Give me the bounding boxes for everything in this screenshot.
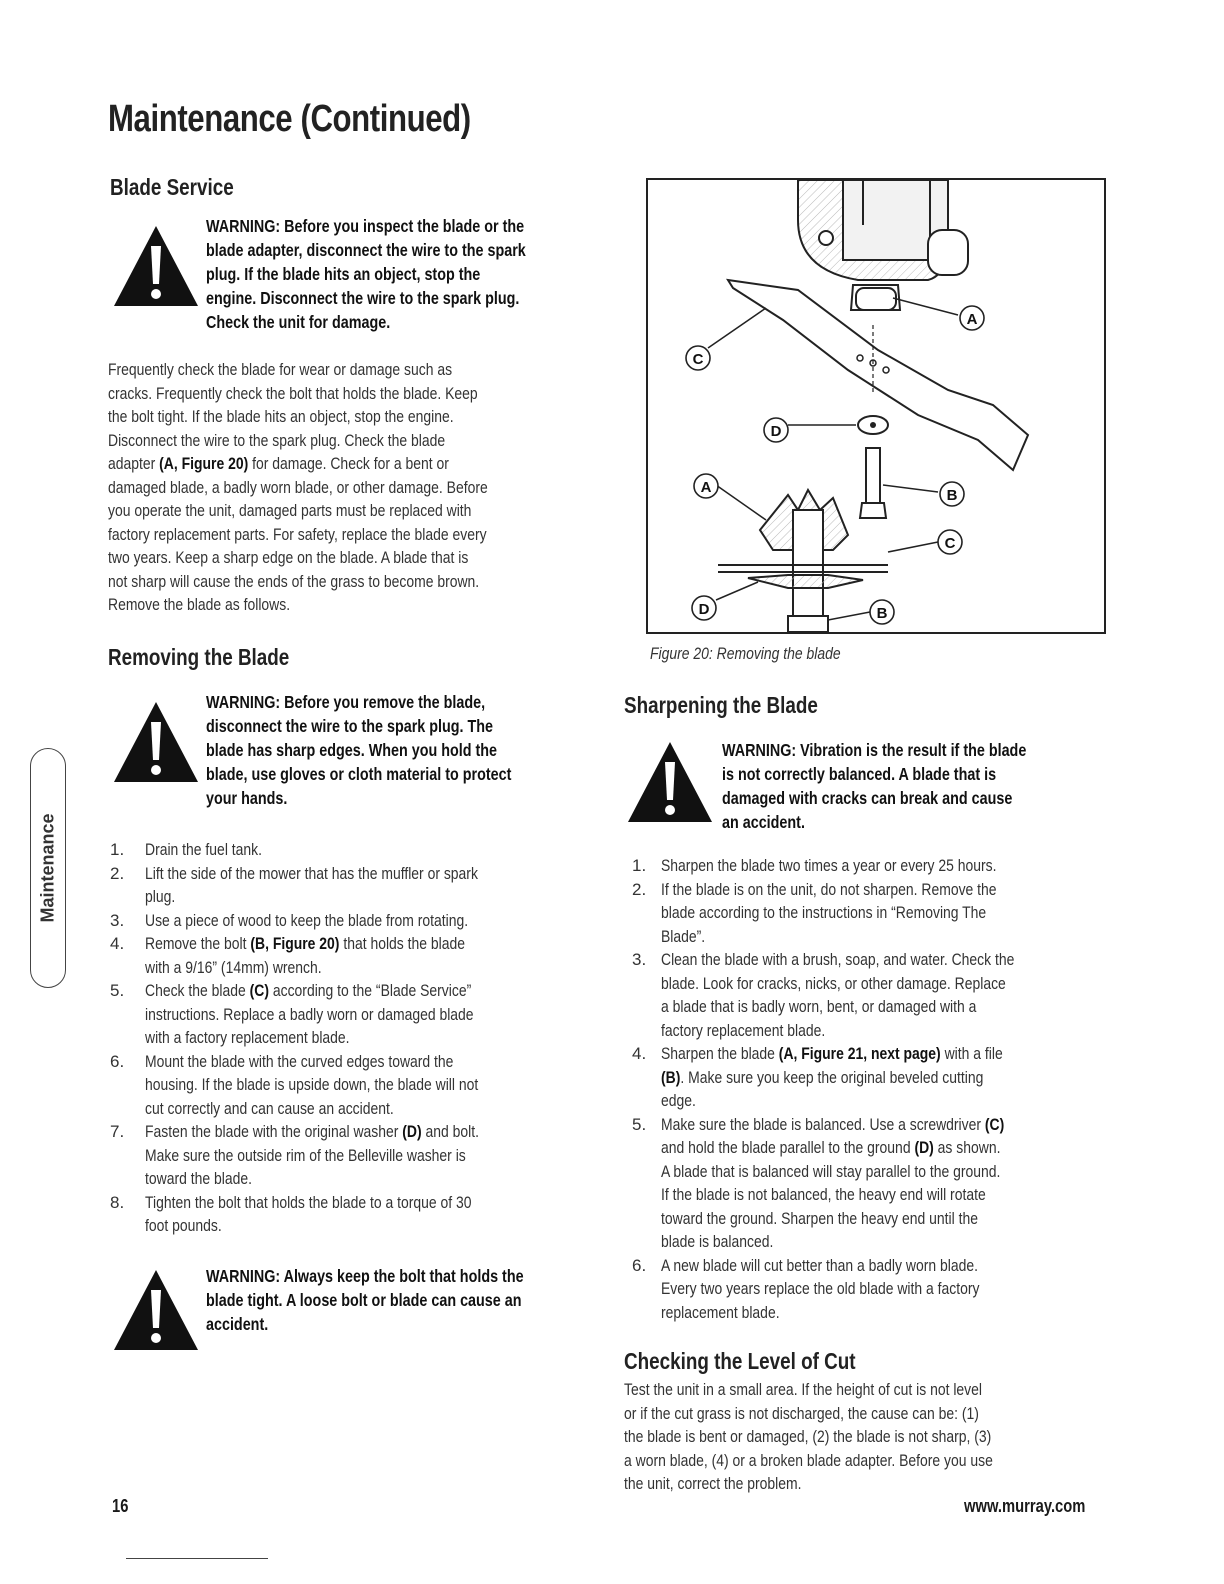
callout-A: A xyxy=(966,311,978,328)
list-item: 1. Sharpen the blade two times a year or every 25 hours. xyxy=(632,856,997,875)
blade-service-heading: Blade Service xyxy=(110,174,234,200)
list-item: 8. Tighten the bolt that holds the blade to a torque of 30 foot pounds. xyxy=(110,1192,472,1235)
page-number: 16 xyxy=(112,1496,129,1516)
level-of-cut-heading: Checking the Level of Cut xyxy=(624,1348,856,1374)
bolt-warning: WARNING: Always keep the bolt that holds the blade tight. A loose bolt or blade can cause an accident. xyxy=(112,1264,612,1352)
list-item: 4. Remove the bolt (B, Figure 20) that holds the blade with a 9/16” (14mm) wrench. xyxy=(110,934,466,977)
sharpening-warning: WARNING: Vibration is the result if the blade is not correctly balanced. A blade that is damaged with cracks can break and cause an accident. xyxy=(626,738,1116,834)
callout-B: B xyxy=(876,605,888,622)
warning-triangle-icon xyxy=(112,1268,200,1352)
list-item: 2. Lift the side of the mower that has the muffler or spark plug. xyxy=(110,863,478,906)
list-item: 3. Use a piece of wood to keep the blade from rotating. xyxy=(110,910,469,930)
callout-C: C xyxy=(944,535,956,552)
list-item: 7. Fasten the blade with the original washer (D) and bolt. Make sure the outside rim of the Belleville washer is toward the blade. xyxy=(110,1122,479,1188)
list-item: 5. Make sure the blade is balanced. Use a screwdriver (C) and hold the blade parallel to the ground (D) as shown. A blade that is balanced will stay parallel to the ground. If the blade is not balanced, the heavy end will rotate toward the ground. Sharpen the heavy end until the blade is balanced. xyxy=(632,1114,1005,1251)
list-item: 2. If the blade is on the unit, do not sharpen. Remove the blade according to the instructions in “Removing The Blade”. xyxy=(632,879,997,946)
removing-blade-steps xyxy=(110,838,610,1238)
callout-B: B xyxy=(946,487,958,504)
warning-triangle-icon xyxy=(112,700,200,784)
callout-A: A xyxy=(700,479,712,496)
removing-blade-warning: WARNING: Before you remove the blade, disconnect the wire to the spark plug. The blade has sharp edges. When you hold the blade, use gloves or cloth material to protect your hands. xyxy=(112,690,612,810)
callout-D: D xyxy=(698,601,710,618)
sharpening-steps xyxy=(632,854,1112,1324)
bottom-rule xyxy=(126,1558,268,1559)
blade-service-body: Frequently check the blade for wear or damage such as cracks. Frequently check the bolt that holds the blade. Keep the bolt tight. If the blade hits an object, stop the engine. Disconnect the wire to the spark plug. Check the blade adapter (A, Figure 20) for damage. Check for a bent or damaged blade, a badly worn blade, or other damage. Before you operate the unit, damaged parts must be replaced with factory replacement parts. For safety, replace the blade every two years. Keep a sharp edge on the blade. A blade that is not sharp will cause the ends of the grass to become brown. Remove the blade as follows. xyxy=(108,360,488,614)
blade-removal-illustration xyxy=(648,180,1104,632)
blade-service-warning: WARNING: Before you inspect the blade or the blade adapter, disconnect the wire to the spark plug. If the blade hits an object, stop the engine. Disconnect the wire to the spark plug. Check the unit for damage. xyxy=(112,214,612,334)
list-item: 3. Clean the blade with a brush, soap, and water. Check the blade. Look for cracks, nicks, or other damage. Replace a blade that is badly worn, bent, or damaged with a factory replacement blade. xyxy=(632,950,1015,1040)
website-link[interactable]: www.murray.com xyxy=(964,1496,1086,1516)
list-item: 6. A new blade will cut better than a badly worn blade. Every two years replace the old blade with a factory replacement blade. xyxy=(632,1255,980,1322)
level-of-cut-body: Test the unit in a small area. If the height of cut is not level or if the cut grass is not discharged, the cause can be: (1) the blade is bent or damaged, (2) the blade is not sharp, (3) a worn blade, (4) or a broken blade adapter. Before you use the unit, correct the problem. xyxy=(624,1380,993,1493)
list-item: 4. Sharpen the blade (A, Figure 21, next page) with a file (B). Make sure you keep the original beveled cutting edge. xyxy=(632,1044,1003,1110)
side-tab-label: Maintenance xyxy=(37,813,58,923)
figure-20 xyxy=(646,178,1106,634)
warning-triangle-icon xyxy=(112,224,200,308)
figure-caption: Figure 20: Removing the blade xyxy=(650,644,841,663)
list-item: 5. Check the blade (C) according to the “Blade Service” instructions. Replace a badly worn or damaged blade with a factory replacement blade. xyxy=(110,981,474,1047)
callout-D: D xyxy=(770,423,782,440)
list-item: 6. Mount the blade with the curved edges toward the housing. If the blade is upside down, the blade will not cut correctly and can cause an accident. xyxy=(110,1051,479,1118)
list-item: 1. Drain the fuel tank. xyxy=(110,840,263,859)
callout-C: C xyxy=(692,351,704,368)
removing-blade-heading: Removing the Blade xyxy=(108,644,290,670)
sharpening-heading: Sharpening the Blade xyxy=(624,692,818,718)
page-title: Maintenance (Continued) xyxy=(108,98,471,140)
warning-triangle-icon xyxy=(626,740,714,824)
